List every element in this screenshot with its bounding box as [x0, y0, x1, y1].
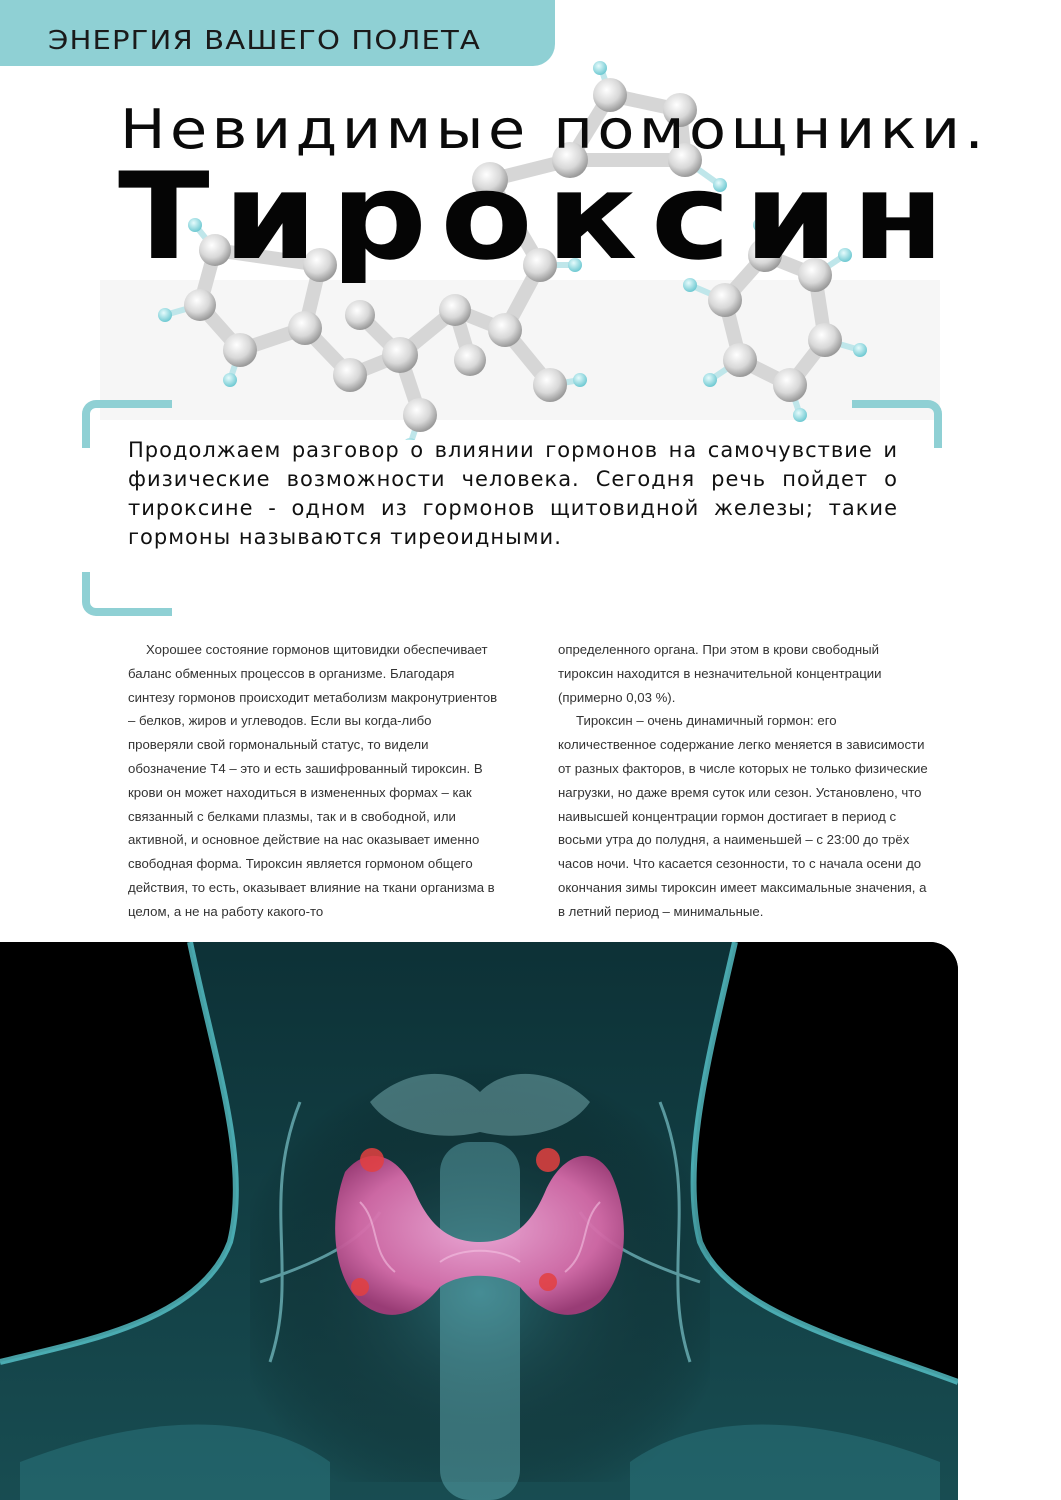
body-paragraph: Тироксин – очень динамичный гормон: его количественное содержание легко меняется в зависимости от разных факторов, в числе которых не только физические нагрузки, но даже время суток или сезон. Установлено, что наивысшей концентрации гормон достигает в период с восьми утра до полудня, а наименьшей – с 23:00 до трёх часов ночи. Что касается сезонности, то с начала осени до окончания зимы тироксин имеет максимальные значения, а в летний период – минимальные. [558, 713, 928, 919]
body-column-right [558, 638, 928, 924]
body-paragraph: Хорошее состояние гормонов щитовидки обеспечивает баланс обменных процессов в организме. Благодаря синтезу гормонов происходит метаболизм макронутриентов – белков, жиров и углеводов. Если вы когда-либо проверяли свой гормональный статус, то видели обозначение Т4 – это и есть зашифрованный тироксин. В крови он может находиться в измененных формах – как связанный с белками плазмы, так и в свободной, или активной, и основное действие на нас оказывает именно свободная форма. Тироксин является гормоном общего действия, то есть, оказывает влияние на ткани организма в целом, а не на работу какого-то [128, 642, 498, 919]
thyroid-neck-xray-image [0, 942, 958, 1500]
section-tab [0, 0, 555, 66]
section-title: ЭНЕРГИЯ ВАШЕГО ПОЛЕТА [48, 26, 481, 56]
body-column-left [128, 638, 498, 924]
body-paragraph: определенного органа. При этом в крови свободный тироксин находится в незначительной концентрации (примерно 0,03 %). [558, 642, 882, 705]
article-title-line2: Тироксин [118, 148, 958, 287]
lead-paragraph: Продолжаем разговор о влиянии гормонов на самочувствие и физические возможности человека. Сегодня речь пойдет о тироксине - одном из гормонов щитовидной железы; такие гормоны называются тиреоидными. [128, 438, 898, 549]
lead-bracket-bottom-left [82, 572, 172, 616]
article-title-line1: Невидимые помощники. [120, 98, 989, 161]
thyroid-illustration [0, 942, 958, 1500]
